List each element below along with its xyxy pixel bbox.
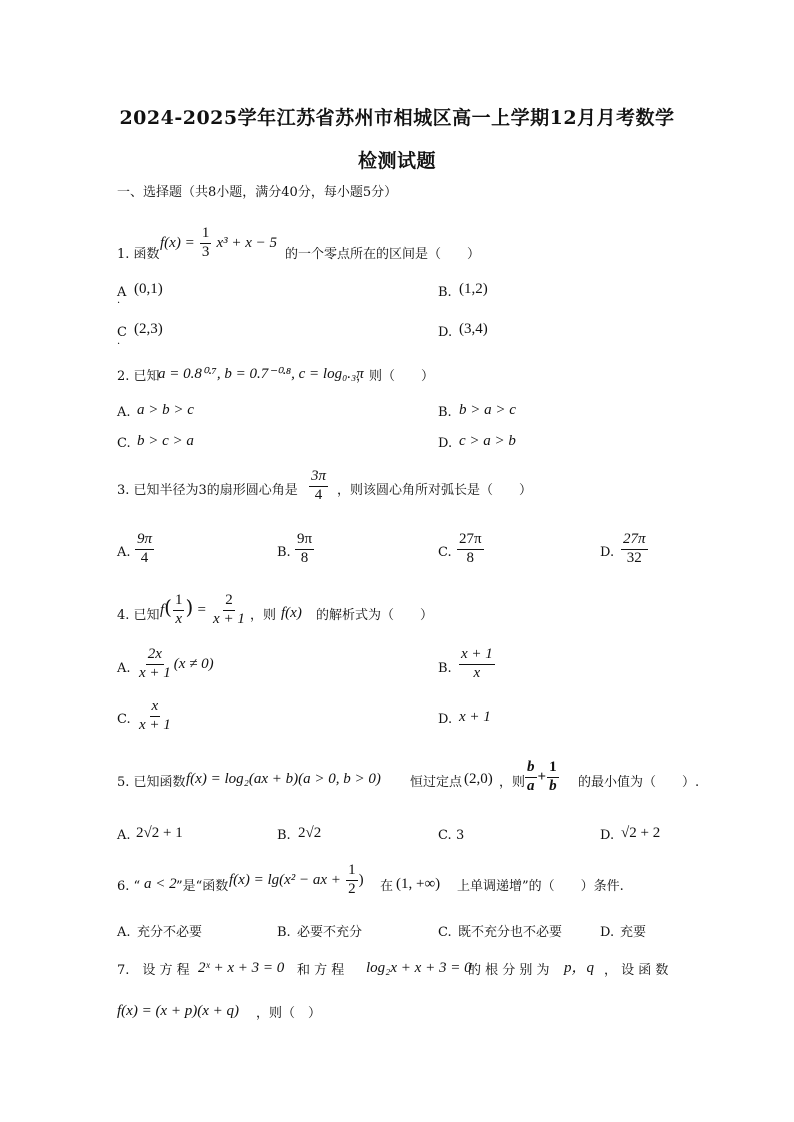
q3-option-b-num: 9π xyxy=(295,532,314,550)
q4-option-b-den: x xyxy=(473,664,481,681)
q4-rhs-den: x + 1 xyxy=(213,610,245,627)
q4-f-open: f xyxy=(160,601,165,618)
q6-stem-head: 6. “ xyxy=(117,879,141,894)
q5-expression xyxy=(524,760,560,795)
q3-option-b-label: B. xyxy=(277,545,291,560)
section-heading: 一、选择题（共8小题，满分40分，每小题5分） xyxy=(117,185,398,200)
q4-option-a-num: 2x xyxy=(146,647,164,665)
q6-condition: a < 2 xyxy=(144,876,177,892)
q6-option-d-label: D. xyxy=(600,925,615,940)
q5-plus: + xyxy=(537,768,547,785)
q2-option-b-label: B. xyxy=(438,405,452,420)
q2-option-a: a > b > c xyxy=(137,402,194,418)
q7-line1-b: 和 方 程 xyxy=(297,963,345,978)
q1-option-a-dot: · xyxy=(117,298,121,309)
q7-equation-2: log₂x + x + 3 = 0 xyxy=(366,960,472,976)
q1-frac-den: 3 xyxy=(201,243,210,260)
q3-stem-tail: ，则该圆心角所对弧长是（ ） xyxy=(337,483,533,498)
q6-half-num: 1 xyxy=(346,863,358,881)
q4-option-a xyxy=(136,647,214,682)
q7-line2-tail: ，则（ ） xyxy=(256,1006,322,1021)
q4-option-d: x + 1 xyxy=(459,709,491,725)
q5-frac2-den: b xyxy=(549,777,557,794)
q2-option-b: b > a > c xyxy=(459,402,516,418)
q5-option-a-label: A. xyxy=(117,828,131,843)
q1-option-d-label: D. xyxy=(438,325,453,340)
q2-formula: a = 0.8⁰·⁷, b = 0.7⁻⁰·⁸, c = log₀.₃π xyxy=(158,366,364,382)
q5-formula: f(x) = log₂(ax + b)(a > 0, b > 0) xyxy=(186,771,381,787)
q5-option-c-label: C. xyxy=(438,828,452,843)
q1-formula-rhs: x³ + x − 5 xyxy=(216,234,278,251)
q5-frac1-num: b xyxy=(525,760,537,778)
q3-angle-fraction xyxy=(309,469,328,504)
q4-lparen: ( xyxy=(164,594,172,619)
q1-stem-tail: 的一个零点所在的区间是（ ） xyxy=(285,247,481,262)
q4-option-a-cond: (x ≠ 0) xyxy=(173,655,214,672)
q5-frac2-num: 1 xyxy=(547,760,559,778)
q6-half-den: 2 xyxy=(348,880,356,897)
q3-option-b-den: 8 xyxy=(300,549,309,566)
q5-stem-mid: 恒过定点 xyxy=(410,775,463,790)
q4-option-c-num: x xyxy=(150,699,161,717)
q5-point: (2,0) xyxy=(464,771,493,787)
q6-stem-mid2: 在 xyxy=(380,879,394,894)
q1-option-b-label: B. xyxy=(438,285,452,300)
q6-option-a: 充分不必要 xyxy=(137,925,203,940)
q4-stem-tail: 的解析式为（ ） xyxy=(316,608,434,623)
q2-number: 2. 已知 xyxy=(117,369,160,384)
q1-fraction xyxy=(200,226,212,261)
q1-option-b: (1,2) xyxy=(459,281,488,297)
q1-formula-lhs: f(x) = xyxy=(160,234,195,251)
q1-option-c-label: C xyxy=(117,325,127,340)
q5-stem-head: 5. 已知函数 xyxy=(117,775,186,790)
q5-option-d: √2 + 2 xyxy=(621,825,661,841)
q6-formula-a: f(x) = lg(x² − ax + xyxy=(229,871,341,888)
q5-option-a: 2√2 + 1 xyxy=(136,825,183,841)
q4-option-a-label: A. xyxy=(117,661,131,676)
q3-option-c xyxy=(456,532,485,567)
q4-option-b-label: B. xyxy=(438,661,452,676)
q7-line1-a: 7. 设 方 程 xyxy=(117,963,190,978)
q6-option-d: 充要 xyxy=(620,925,647,940)
q6-option-c: 既不充分也不必要 xyxy=(458,925,563,940)
q3-angle-num: 3π xyxy=(309,469,328,487)
q1-option-a: (0,1) xyxy=(134,281,163,297)
q3-option-c-den: 8 xyxy=(466,549,475,566)
q4-option-b-num: x + 1 xyxy=(459,647,495,665)
q1-option-c: (2,3) xyxy=(134,321,163,337)
q6-formula-b: ) xyxy=(358,871,364,888)
q3-stem-head: 3. 已知半径为3的扇形圆心角是 xyxy=(117,483,298,498)
q7-line1-c: 的 根 分 别 为 xyxy=(468,963,550,978)
q5-frac1-den: a xyxy=(527,777,535,794)
q4-f-expr: f(x) xyxy=(281,605,302,621)
q6-stem-mid: ”是“函数 xyxy=(176,879,229,894)
q4-inner-den: x xyxy=(175,610,183,627)
q6-interval: (1, +∞) xyxy=(396,876,441,892)
q4-inner-num: 1 xyxy=(173,593,185,611)
q1-formula xyxy=(160,226,277,261)
q3-option-c-num: 27π xyxy=(457,532,484,550)
q3-option-d-label: D. xyxy=(600,545,615,560)
exam-subtitle: 检测试题 xyxy=(357,150,436,172)
q3-option-a-num: 9π xyxy=(135,532,154,550)
q6-stem-tail: 上单调递增”的（ ）条件. xyxy=(457,879,624,894)
q7-line1-d: ， 设 函 数 xyxy=(604,963,669,978)
q1-option-d: (3,4) xyxy=(459,321,488,337)
q2-option-d-label: D. xyxy=(438,436,453,451)
q2-option-c: b > c > a xyxy=(137,433,194,449)
exam-title: 2024-2025学年江苏省苏州市相城区高一上学期12月月考数学 xyxy=(119,107,675,129)
q4-eq: = xyxy=(197,601,206,618)
q1-frac-num: 1 xyxy=(200,226,212,244)
q5-stem-tail: 的最小值为（ ）. xyxy=(578,775,700,790)
q4-rparen: ) xyxy=(185,594,194,619)
q3-option-a xyxy=(134,532,155,567)
q5-option-d-label: D. xyxy=(600,828,615,843)
q3-option-a-label: A. xyxy=(117,545,131,560)
q4-option-c-label: C. xyxy=(117,712,131,727)
q5-stem-mid2: ，则 xyxy=(499,775,526,790)
q4-option-c xyxy=(136,699,174,734)
q1-option-c-dot: · xyxy=(117,339,121,350)
q2-option-d: c > a > b xyxy=(459,433,516,449)
q4-rhs-num: 2 xyxy=(223,593,235,611)
q4-stem-head: 4. 已知 xyxy=(117,608,160,623)
q3-option-d-num: 27π xyxy=(621,532,648,550)
q4-formula xyxy=(160,593,248,628)
q7-equation-1: 2ˣ + x + 3 = 0 xyxy=(198,960,285,976)
q6-option-a-label: A. xyxy=(117,925,131,940)
q5-option-b: 2√2 xyxy=(298,825,322,841)
q3-option-b xyxy=(294,532,315,567)
q1-option-a-label: A xyxy=(117,285,127,300)
q3-option-c-label: C. xyxy=(438,545,452,560)
q4-option-a-den: x + 1 xyxy=(139,664,171,681)
q3-option-d-den: 32 xyxy=(626,549,642,566)
q3-angle-den: 4 xyxy=(314,486,323,503)
q6-option-c-label: C. xyxy=(438,925,452,940)
q6-formula xyxy=(229,863,364,898)
q1-number: 1. 函数 xyxy=(117,247,160,262)
q4-stem-mid: ，则 xyxy=(250,608,277,623)
q7-roots: p，q xyxy=(564,960,595,976)
q7-function: f(x) = (x + p)(x + q) xyxy=(117,1003,239,1019)
q3-angle xyxy=(308,469,329,504)
q4-option-b xyxy=(458,647,496,682)
q2-option-a-label: A. xyxy=(117,405,131,420)
q3-option-d xyxy=(620,532,649,567)
q4-option-d-label: D. xyxy=(438,712,453,727)
q3-option-a-den: 4 xyxy=(140,549,149,566)
q6-option-b-label: B. xyxy=(277,925,291,940)
q5-option-b-label: B. xyxy=(277,828,291,843)
q5-option-c: 3 xyxy=(456,828,465,843)
q4-option-c-den: x + 1 xyxy=(139,716,171,733)
q2-option-c-label: C. xyxy=(117,436,131,451)
q6-option-b: 必要不充分 xyxy=(297,925,363,940)
q2-stem-tail: ，则（ ） xyxy=(356,369,435,384)
